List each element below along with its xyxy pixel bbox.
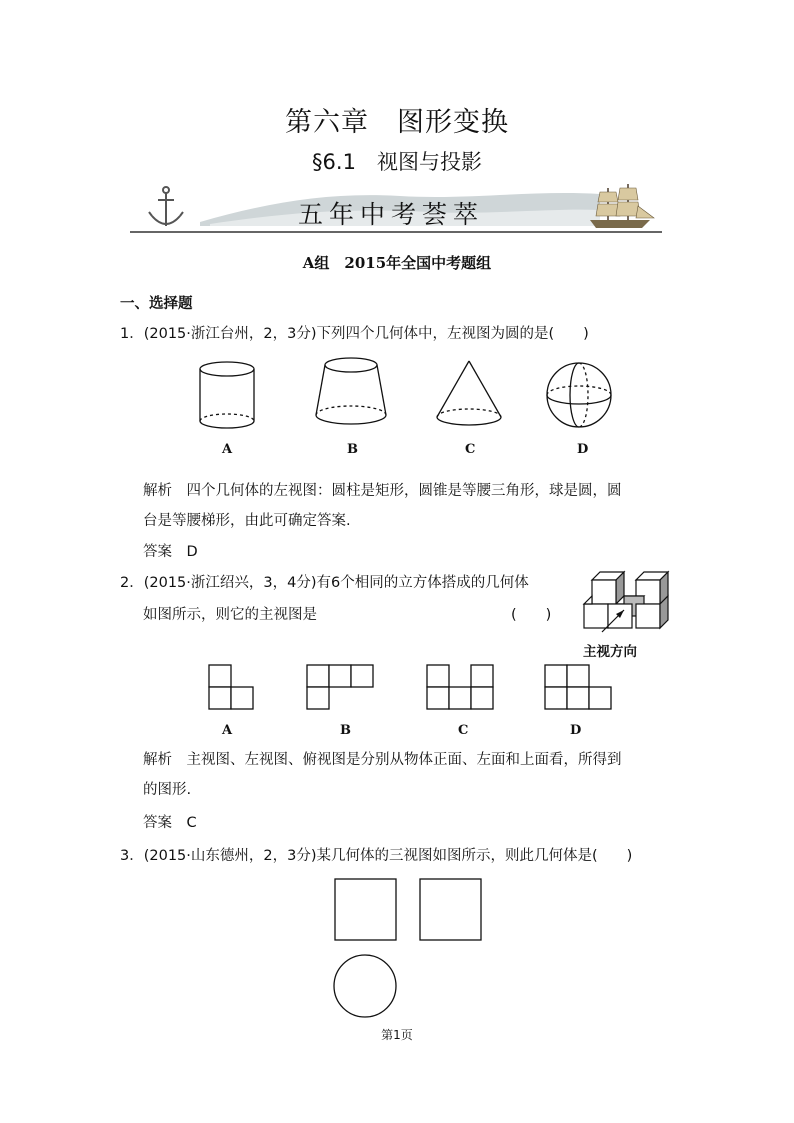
q2-option-a: A [222,723,233,738]
q3-side-view [420,879,481,940]
sphere-figure [547,363,611,427]
banner-title: 五年中考荟萃 [298,200,485,229]
q1-solution-line2: 台是等腰梯形，由此可确定答案. [143,513,351,529]
q3-front-view [335,879,396,940]
q2-solution-line2: 的图形. [143,782,192,798]
sailing-ship-icon [590,184,654,228]
q1-answer: 答案 D [143,544,198,560]
section-heading: 一、选择题 [120,296,193,312]
q2-options-figure [205,662,625,714]
q3-top-view [334,955,396,1017]
q2-figure-label: 主视方向 [583,644,637,660]
section-title: §6.1 视图与投影 [312,150,482,174]
q2-option-a-shape [209,665,253,709]
frustum-figure [316,358,386,424]
page-number: 第1页 [381,1028,413,1042]
q2-option-c-shape [427,665,493,709]
q1-solids-figure [190,355,630,435]
question-2-stem-line2: 如图所示，则它的主视图是 [143,607,317,623]
cylinder-figure [200,362,254,428]
q2-option-d: D [570,723,582,738]
q2-answer: 答案 C [143,815,197,831]
question-1-stem: 1．(2015·浙江台州，2，3分)下列四个几何体中，左视图为圆的是( ) [120,326,589,342]
q3-three-views-figure [330,876,490,1021]
question-2-stem-line1: 2．(2015·浙江绍兴，3，4分)有6个相同的立方体搭成的几何体 [120,575,529,591]
q2-solution-line1: 解析 主视图、左视图、俯视图是分别从物体正面、左面和上面看，所得到 [143,752,622,768]
chapter-title: 第六章 图形变换 [285,107,509,138]
q2-option-b: B [340,723,351,738]
anchor-icon [149,187,183,226]
q2-option-c: C [458,723,469,738]
group-title: A组 2015年全国中考题组 [302,254,492,272]
question-2-blank: ( ) [511,607,552,623]
q1-option-b: B [347,442,358,457]
cone-figure [437,361,501,425]
q2-cubes-figure [580,570,675,640]
q1-option-a: A [222,442,233,457]
question-3-stem: 3．(2015·山东德州，2，3分)某几何体的三视图如图所示，则此几何体是( ) [120,848,633,864]
q1-solution-line1: 解析 四个几何体的左视图：圆柱是矩形，圆锥是等腰三角形，球是圆，圆 [143,483,622,499]
q1-option-d: D [577,442,589,457]
q2-option-b-shape [307,665,373,709]
q2-option-d-shape [545,665,611,709]
q1-option-c: C [465,442,476,457]
